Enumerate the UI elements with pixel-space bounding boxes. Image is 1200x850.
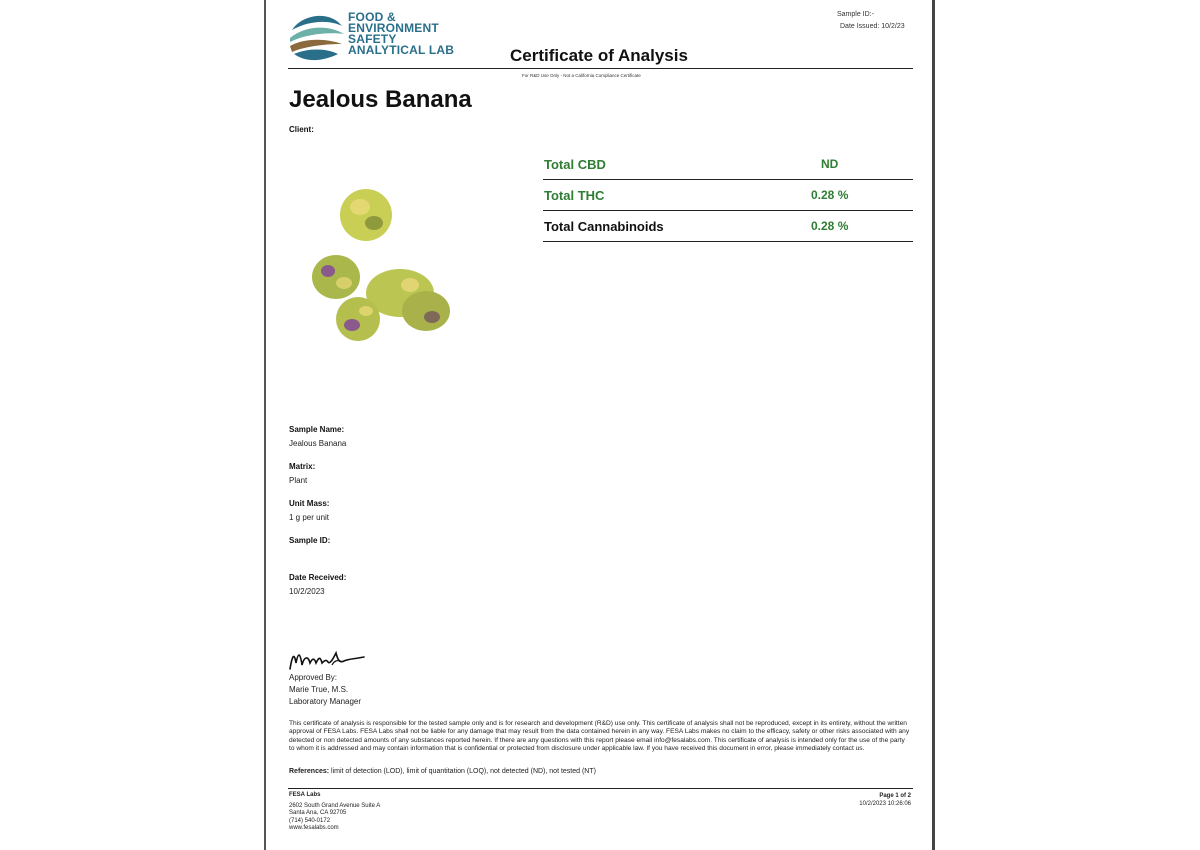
footer-address — [289, 792, 380, 833]
date-received-block — [289, 573, 346, 596]
approver-name: Marie True, M.S. — [289, 685, 349, 694]
matrix-value: Plant — [289, 476, 308, 485]
date-received-value: 10/2/2023 — [289, 587, 325, 596]
lab-name-line: FOOD & — [348, 10, 396, 24]
footer-website: www.fesalabs.com — [289, 825, 339, 832]
lab-name-line: ANALYTICAL LAB — [348, 43, 455, 57]
document-title: Certificate of Analysis — [510, 46, 688, 65]
summary-row-total-cannabinoids — [543, 211, 913, 242]
document-subtitle: For R&D Use Only - Not a California Compliance Certificate — [522, 73, 641, 78]
product-name: Jealous Banana — [289, 86, 472, 113]
lab-name-line: ENVIRONMENT — [348, 21, 439, 35]
sample-name-label: Sample Name: — [289, 425, 345, 434]
matrix-label: Matrix: — [289, 462, 316, 471]
approver-title: Laboratory Manager — [289, 697, 362, 706]
lab-name-line: SAFETY — [348, 32, 397, 46]
lab-name — [348, 12, 454, 56]
header-date-issued: Date Issued: 10/2/23 — [840, 23, 905, 30]
references-line — [289, 768, 911, 775]
header-sample-id: Sample ID:- — [837, 11, 874, 18]
unit-mass-block — [289, 499, 329, 522]
unit-mass-label: Unit Mass: — [289, 499, 330, 508]
summary-value: ND — [821, 157, 839, 171]
bud-image — [312, 189, 450, 341]
sample-id-block — [289, 536, 330, 559]
sample-name-value: Jealous Banana — [289, 439, 347, 448]
summary-label: Total THC — [544, 188, 605, 203]
approval-block — [289, 672, 361, 708]
footer-phone: (714) 540-0172 — [289, 817, 331, 824]
summary-row-total-cbd — [543, 149, 913, 180]
date-received-label: Date Received: — [289, 573, 347, 582]
summary-value: 0.28 % — [811, 219, 849, 233]
summary-row-total-thc — [543, 180, 913, 211]
matrix-block — [289, 462, 315, 485]
sample-name-block — [289, 425, 346, 448]
page-number: Page 1 of 2 — [879, 793, 911, 799]
product-photo — [300, 185, 470, 375]
summary-value: 0.28 % — [811, 188, 849, 202]
footer-divider — [288, 788, 913, 789]
disclaimer-text: This certificate of analysis is responsible for the tested sample only and is for research and development (R&D) use only. This certificate of analysis shall not be reproduced, except in its entirety, without the written approval of FESA Labs. FESA Labs shall not be liable for any damage that may result from the data contained herein in any way. FESA Labs makes no claim to the efficacy, safety or other risks associated with any detected or non detected amounts of any substances reported herein. If there are any questions with this report please email info@fesalabs.com. This certificate of analysis is intended only for the use of the party to whom it is addressed and may contain information that is confidential or protected from disclosure under applicable law. If you have received this document in error, please immediately contact us. — [289, 720, 910, 752]
sample-id-value — [289, 550, 330, 559]
footer-address-line: 2602 South Grand Avenue Suite A — [289, 802, 381, 809]
footer-timestamp: 10/2/2023 10:26:06 — [859, 801, 911, 807]
references-text: limit of detection (LOD), limit of quantitation (LOQ), not detected (ND), not tested (NT) — [331, 768, 596, 775]
approved-by-label: Approved By: — [289, 673, 338, 682]
summary-label: Total CBD — [544, 157, 606, 172]
lab-logo — [286, 8, 346, 66]
signature-image — [288, 645, 368, 673]
footer-company: FESA Labs — [289, 792, 321, 798]
references-label: References: — [289, 768, 330, 775]
client-label: Client: — [289, 125, 314, 134]
header-divider — [288, 68, 913, 69]
footer-address-line: Santa Ana, CA 92705 — [289, 810, 347, 817]
unit-mass-value: 1 g per unit — [289, 513, 330, 522]
footer-page-info — [800, 792, 911, 808]
page-border-right — [932, 0, 935, 850]
summary-label: Total Cannabinoids — [544, 219, 664, 234]
sample-id-label: Sample ID: — [289, 536, 331, 545]
